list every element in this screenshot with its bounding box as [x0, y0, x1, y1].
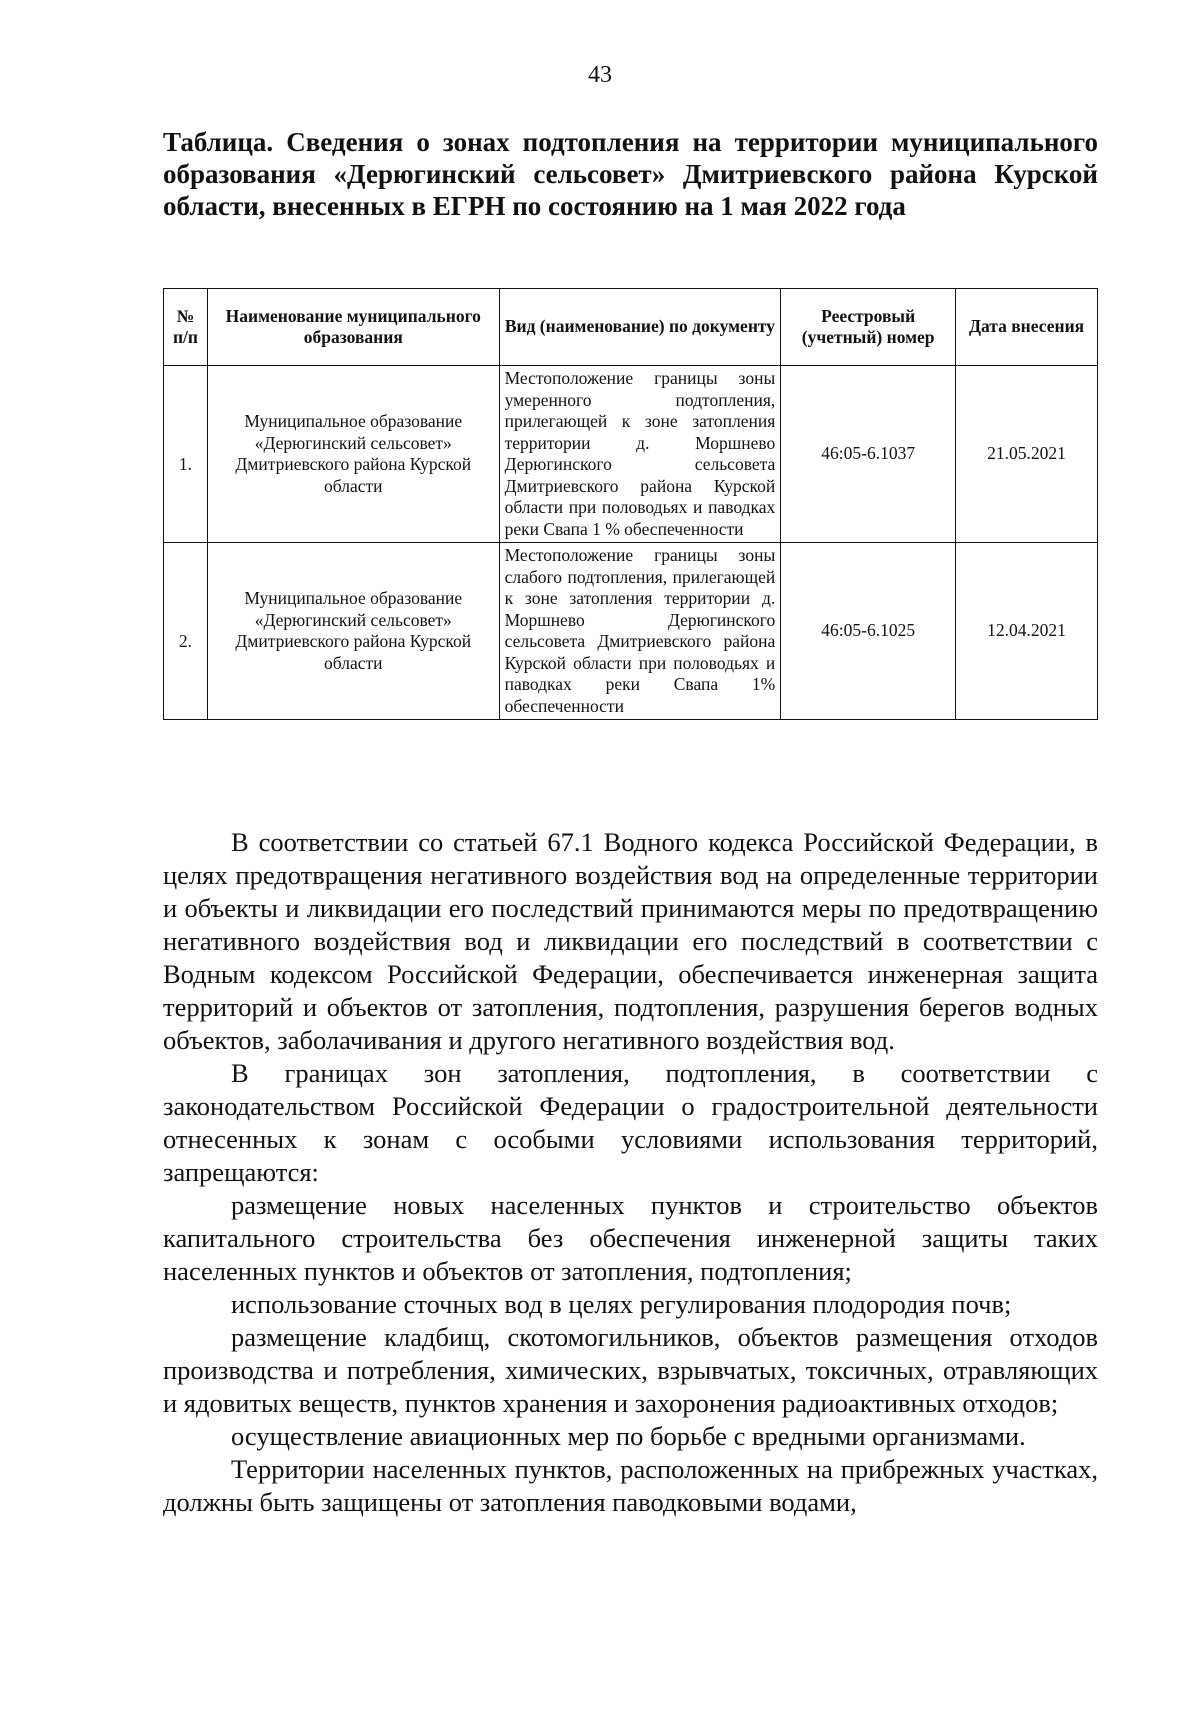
row-description: Местоположение границы зоны слабого подтопления, прилегающей к зоне затопления территории д. Моршнево Дерюгинского сельсовета Дмитриевского района Курской области при половодьях и паводках реки Свапа 1% обеспеченности [499, 543, 781, 720]
paragraph: В границах зон затопления, подтопления, в соответствии с законодательством Российской Федерации о градостроительной деятельности отнесенных к зонам с особыми условиями использования территорий, запрещаются: [163, 1058, 1098, 1187]
table-row [164, 543, 1098, 720]
row-municipality: Муниципальное образование «Дерюгинский сельсовет» Дмитриевского района Курской области [207, 366, 499, 543]
page-number: 43 [588, 62, 612, 88]
paragraph: Территории населенных пунктов, расположенных на прибрежных участках, должны быть защищены от затопления паводковыми водами, [163, 1454, 1098, 1517]
row-registry-number: 46:05-6.1037 [781, 366, 956, 543]
paragraph: размещение кладбищ, скотомогильников, объектов размещения отходов производства и потребления, химических, взрывчатых, токсичных, отравляющих и ядовитых веществ, пунктов хранения и захоронения радиоактивных отходов; [163, 1322, 1098, 1418]
header-registry-number: Реестровый (учетный) номер [781, 289, 956, 366]
body-text [163, 826, 1098, 1519]
row-municipality: Муниципальное образование «Дерюгинский сельсовет» Дмитриевского района Курской области [207, 543, 499, 720]
paragraph: размещение новых населенных пунктов и строительство объектов капитального строительства без обеспечения инженерной защиты таких населенных пунктов и объектов от затопления, подтопления; [163, 1190, 1098, 1286]
row-number: 2. [164, 543, 208, 720]
paragraph: использование сточных вод в целях регулирования плодородия почв; [231, 1289, 1012, 1319]
header-date: Дата внесения [956, 289, 1098, 366]
table-title: Таблица. Сведения о зонах подтопления на территории муниципального образования «Дерюгинский сельсовет» Дмитриевского района Курской области, внесенных в ЕГРН по состоянию на 1 мая 2022 года [163, 127, 1098, 221]
paragraph: В соответствии со статьей 67.1 Водного кодекса Российской Федерации, в целях предотвращения негативного воздействия вод на определенные территории и объекты и ликвидации его последствий принимаются меры по предотвращению негативного воздействия вод и ликвидации его последствий в соответствии с Водным кодексом Российской Федерации, обеспечивается инженерная защита территорий и объектов от затопления, подтопления, разрушения берегов водных объектов, заболачивания и другого негативного воздействия вод. [163, 827, 1098, 1055]
table-header-row [164, 289, 1098, 366]
row-date: 21.05.2021 [956, 366, 1098, 543]
table-row [164, 366, 1098, 543]
row-description: Местоположение границы зоны умеренного подтопления, прилегающей к зоне затопления территории д. Моршнево Дерюгинского сельсовета Дмитриевского района Курской области при половодьях и паводках реки Свапа 1 % обеспеченности [499, 366, 781, 543]
header-municipality: Наименование муниципального образования [207, 289, 499, 366]
header-document-type: Вид (наименование) по документу [499, 289, 781, 366]
header-number: № п/п [164, 289, 208, 366]
row-registry-number: 46:05-6.1025 [781, 543, 956, 720]
paragraph: осуществление авиационных мер по борьбе с вредными организмами. [231, 1421, 1026, 1451]
flood-zones-table [163, 288, 1098, 720]
row-date: 12.04.2021 [956, 543, 1098, 720]
row-number: 1. [164, 366, 208, 543]
